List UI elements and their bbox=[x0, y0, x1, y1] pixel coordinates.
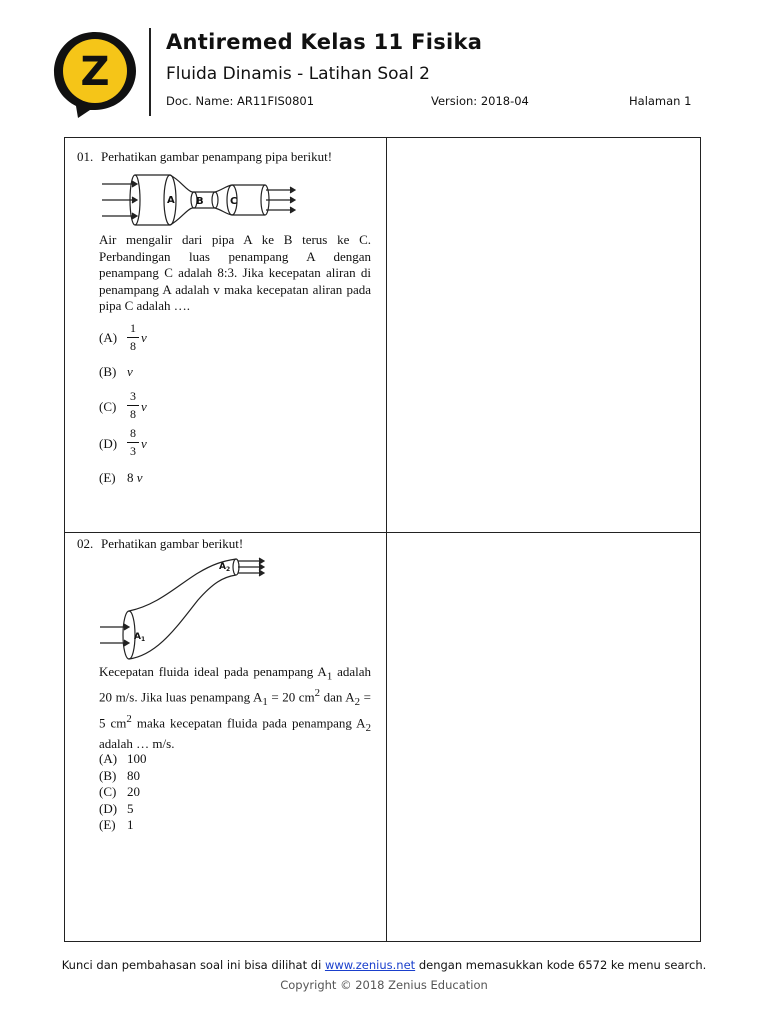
q1-option-d[interactable]: (D) bbox=[99, 436, 118, 451]
doc-title: Antiremed Kelas 11 Fisika bbox=[166, 30, 483, 54]
q1-option-a-var: v bbox=[141, 330, 147, 345]
q2-number: 02. bbox=[77, 536, 94, 551]
q2-option-c[interactable]: (C) 20 bbox=[99, 784, 140, 799]
q1-option-e[interactable]: (E) 8 v bbox=[99, 470, 143, 485]
q2-pipe-figure bbox=[98, 555, 268, 660]
q2-body: Kecepatan fluida ideal pada penampang $A_1$ adalah 20 m/s. Jika luas penampang $A_1 = 20$ $cm^2$ dan $A_2 = 5$ $cm^2$ maka kecepatan fluida pada penampang $A_2$ adalah … m/s. bbox=[99, 664, 372, 751]
copyright: Copyright © 2018 Zenius Education bbox=[280, 978, 488, 992]
q1-option-d-fraction: 8 3 bbox=[127, 427, 139, 458]
q2-option-e[interactable]: (E) 1 bbox=[99, 817, 134, 832]
pipe-label-a1: A bbox=[134, 632, 141, 642]
q2-prompt: Perhatikan gambar berikut! bbox=[101, 536, 244, 551]
column-divider bbox=[386, 138, 387, 941]
logo-letter: Z bbox=[80, 49, 110, 95]
q1-number: 01. bbox=[77, 149, 94, 164]
zenius-logo bbox=[52, 30, 138, 120]
page-number: Halaman 1 bbox=[629, 94, 692, 108]
q2-option-b[interactable]: (B) 80 bbox=[99, 768, 140, 783]
pipe-label-c: C bbox=[230, 196, 238, 207]
q1-body: Air mengalir dari pipa A ke B terus ke C. Perbandingan luas penampang A dengan penampang C adalah 8:3. Jika kecepatan aliran di penampang A adalah v maka kecepatan aliran pada pipa C adalah …. bbox=[99, 232, 371, 313]
q1-option-a[interactable]: (A) bbox=[99, 330, 118, 345]
pipe-label-b: B bbox=[196, 196, 204, 207]
zenius-link[interactable]: www.zenius.net bbox=[324, 958, 416, 972]
row-divider bbox=[65, 532, 700, 533]
footer-note: Kunci dan pembahasan soal ini bisa dilihat di www.zenius.net dengan memasukkan kode 6572 ke menu search. bbox=[61, 958, 707, 972]
q1-prompt: Perhatikan gambar penampang pipa berikut! bbox=[101, 149, 333, 164]
q1-option-b[interactable]: (B) v bbox=[99, 364, 133, 379]
header-divider bbox=[149, 28, 151, 116]
q2-option-d[interactable]: (D) 5 bbox=[99, 801, 134, 816]
pipe-label-a2-sub: 2 bbox=[226, 566, 231, 573]
pipe-label-a2: A bbox=[219, 562, 226, 572]
pipe-label-a1-sub: 1 bbox=[141, 636, 146, 643]
q1-option-a-fraction: 1 8 bbox=[127, 322, 139, 353]
pipe-label-a: A bbox=[167, 195, 175, 206]
doc-version: Version: 2018-04 bbox=[431, 94, 529, 108]
q1-pipe-figure bbox=[100, 170, 300, 230]
q1-option-c-var: v bbox=[141, 399, 147, 414]
q1-option-d-var: v bbox=[141, 436, 147, 451]
doc-name: Doc. Name: AR11FIS0801 bbox=[166, 94, 315, 108]
q1-option-c-fraction: 3 8 bbox=[127, 390, 139, 421]
q2-option-a[interactable]: (A) 100 bbox=[99, 751, 147, 766]
doc-subtitle: Fluida Dinamis - Latihan Soal 2 bbox=[166, 64, 430, 84]
q1-option-c[interactable]: (C) bbox=[99, 399, 117, 414]
